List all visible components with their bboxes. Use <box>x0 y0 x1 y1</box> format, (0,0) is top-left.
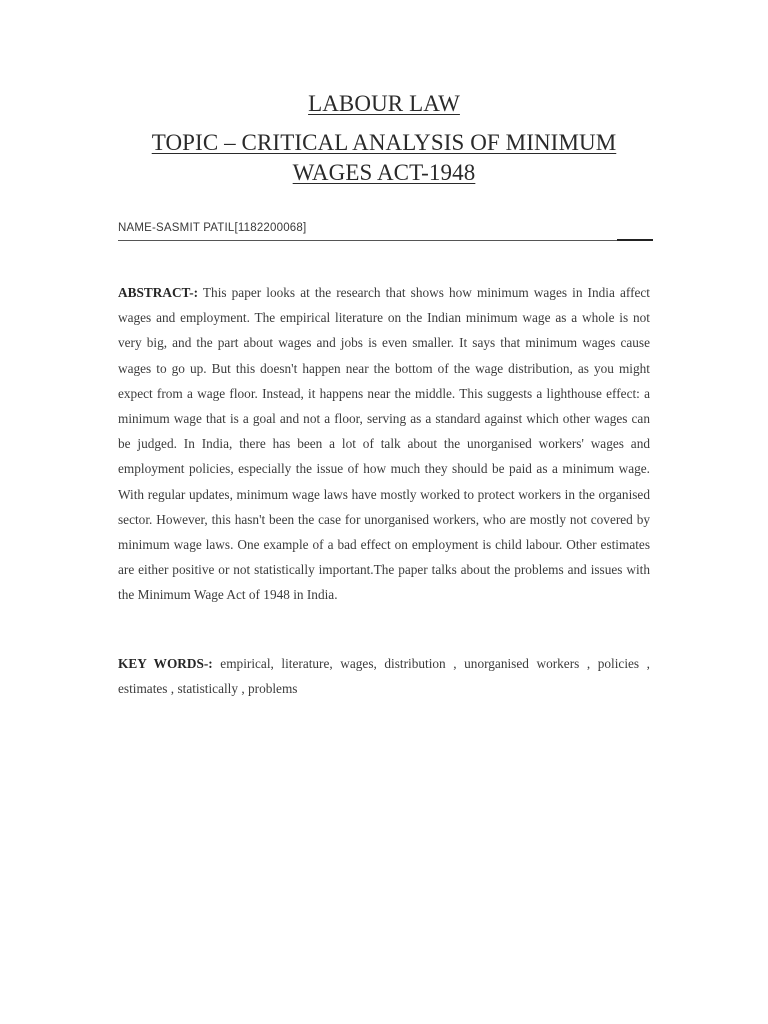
name-underline-rule-end <box>617 239 653 241</box>
keywords-text: empirical, literature, wages, distribution , unorganised workers , policies , estimates , statistically , problems <box>118 656 650 697</box>
document-title: LABOUR LAW <box>308 91 460 116</box>
abstract-paragraph <box>118 280 650 608</box>
abstract-text: This paper looks at the research that shows how minimum wages in India affect wages and employment. The empirical literature on the Indian minimum wage as a whole is not very big, and the part about wages and jobs is even smaller. It says that minimum wages cause wages to go up. But this doesn't happen near the bottom of the wage distribution, as you might expect from a wage floor. Instead, it happens near the middle. This suggests a lighthouse effect: a minimum wage that is a goal and not a floor, serving as a standard against which other wages can be judged. In India, there has been a lot of talk about the unorganised workers' wages and employment policies, especially the issue of how much they should be paid as a minimum wage. With regular updates, minimum wage laws have mostly worked to protect workers in the organised sector. However, this hasn't been the case for unorganised workers, who are mostly not covered by minimum wage laws. One example of a bad effect on employment is child labour. Other estimates are either positive or not statistically important.The paper talks about the problems and issues with the Minimum Wage Act of 1948 in India. <box>118 285 650 603</box>
name-underline-rule <box>118 240 653 241</box>
topic-heading-line-1: TOPIC – CRITICAL ANALYSIS OF MINIMUM <box>151 130 617 155</box>
author-name-line: NAME-SASMIT PATIL[1182200068] <box>118 222 307 234</box>
keywords-paragraph <box>118 651 650 701</box>
abstract-label: ABSTRACT-: <box>118 285 199 300</box>
keywords-label: KEY WORDS-: <box>118 656 213 671</box>
topic-heading-line-2: WAGES ACT-1948 <box>292 160 476 185</box>
